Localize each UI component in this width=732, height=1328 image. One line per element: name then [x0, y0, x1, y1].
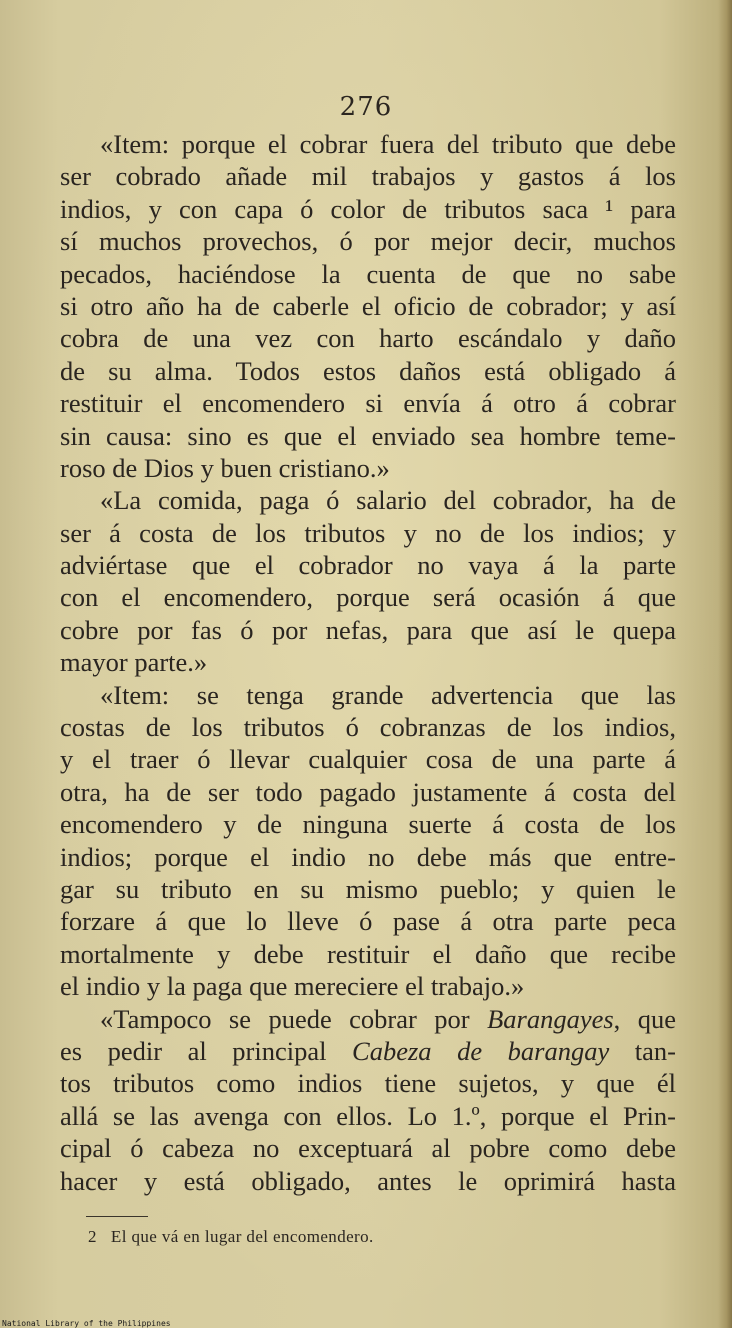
text-line: sí muchos provechos, ó por mejor decir, muchos	[60, 226, 676, 257]
text-line: encomendero y de ninguna suerte á costa de los	[60, 809, 676, 840]
text-line: si otro año ha de caberle el oficio de cobrador; y así	[60, 290, 676, 321]
text-line: otra, ha de ser todo pagado justamente á costa del	[60, 776, 676, 807]
library-stamp: National Library of the Philippines	[2, 1319, 171, 1328]
text-line: ser cobrado añade mil trabajos y gastos á los	[60, 161, 676, 192]
page-number: 276	[339, 92, 393, 122]
text-line: «Item: se tenga grande advertencia que las	[100, 679, 676, 710]
footnote-number: 2	[88, 1227, 97, 1246]
text-line: indios; porque el indio no debe más que entre-	[60, 841, 676, 872]
text-line: hacer y está obligado, antes le oprimirá hasta	[60, 1165, 676, 1196]
text-line: el indio y la paga que mereciere el trabajo.»	[60, 971, 525, 1002]
text-line: «Tampoco se puede cobrar por Barangayes, que	[100, 1003, 676, 1034]
text-line: es pedir al principal Cabeza de barangay tan-	[60, 1035, 677, 1066]
text-line: con el encomendero, porque será ocasión á que	[60, 582, 676, 613]
footnote-text: El que vá en lugar del encomendero.	[110, 1227, 374, 1246]
text-line: y el traer ó llevar cualquier cosa de una parte á	[60, 744, 676, 775]
italic-term: Barangayes	[487, 1003, 614, 1034]
italic-term: Cabeza de barangay	[352, 1035, 610, 1066]
text-line: indios, y con capa ó color de tributos saca ¹ para	[60, 193, 676, 224]
text-line: adviértase que el cobrador no vaya á la parte	[60, 550, 676, 581]
text-line: gar su tributo en su mismo pueblo; y quien le	[60, 873, 676, 904]
text-line: forzare á que lo lleve ó pase á otra parte peca	[60, 906, 676, 937]
text-line: de su alma. Todos estos daños está obligado á	[60, 355, 676, 386]
body-text	[60, 128, 676, 1197]
text-line: pecados, haciéndose la cuenta de que no sabe	[60, 258, 676, 289]
text-line: restituir el encomendero si envía á otro á cobrar	[60, 388, 676, 419]
text-line: «Item: porque el cobrar fuera del tributo que debe	[100, 129, 676, 159]
text-line: cipal ó cabeza no exceptuará al pobre como debe	[60, 1133, 676, 1164]
text-line: cobra de una vez con harto escándalo y daño	[60, 323, 676, 354]
text-line: allá se las avenga con ellos. Lo 1.º, porque el Prin-	[60, 1100, 676, 1131]
text-line: cobre por fas ó por nefas, para que así le quepa	[60, 614, 676, 645]
text-line: mortalmente y debe restituir el daño que recibe	[60, 938, 676, 969]
text-line: mayor parte.»	[60, 647, 208, 678]
text-line: tos tributos como indios tiene sujetos, y que él	[60, 1068, 676, 1099]
text-line: «La comida, paga ó salario del cobrador, ha de	[100, 485, 676, 516]
footnote-rule	[86, 1216, 148, 1217]
page-edge-shadow	[718, 0, 732, 1328]
text-line: roso de Dios y buen cristiano.»	[60, 452, 390, 483]
text-line: ser á costa de los tributos y no de los indios; y	[60, 517, 676, 548]
text-line: sin causa: sino es que el enviado sea hombre teme-	[60, 420, 676, 451]
footnote	[88, 1227, 374, 1247]
text-line: costas de los tributos ó cobranzas de los indios,	[60, 712, 676, 743]
